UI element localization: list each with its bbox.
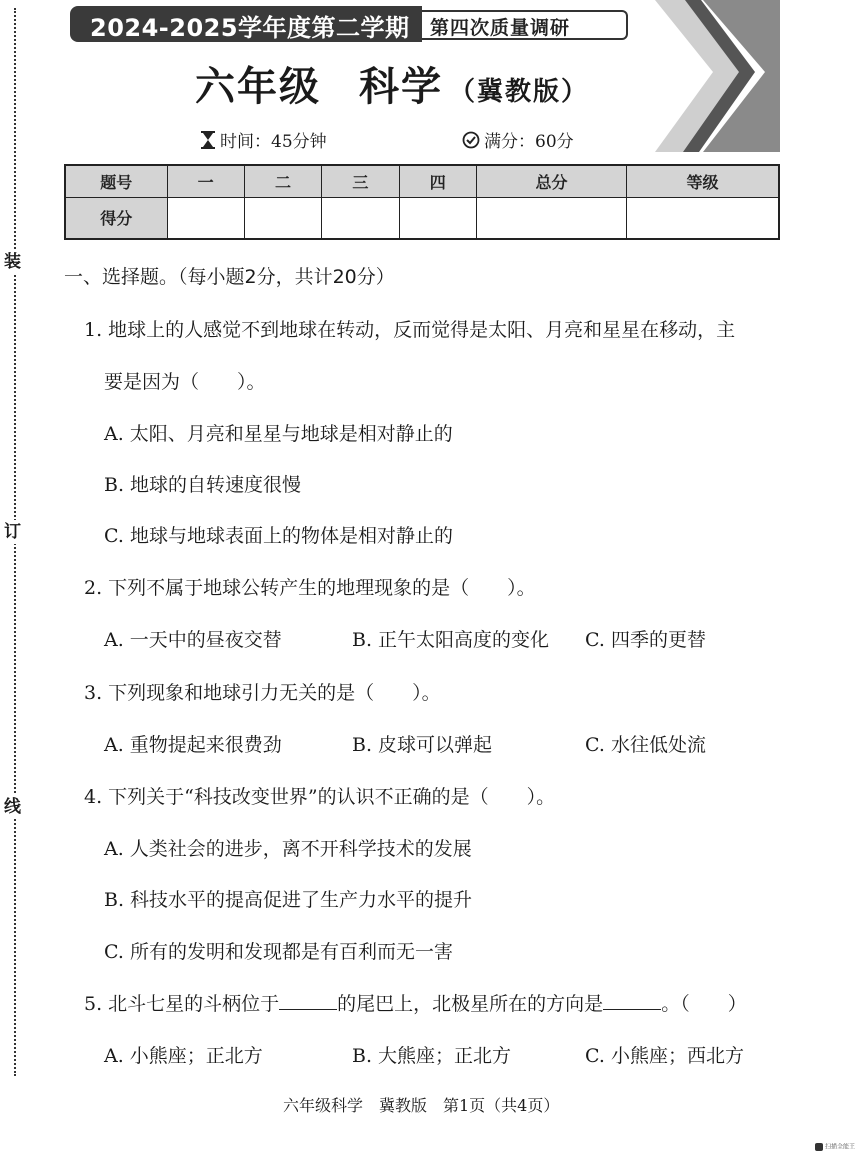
question-5-text-c: 。（ ） xyxy=(661,993,747,1015)
full-score-text: 满分：60分 xyxy=(484,132,574,152)
subject-label: 科学 xyxy=(359,64,443,110)
score-row-label: 得分 xyxy=(65,197,167,239)
score-cell[interactable] xyxy=(167,197,244,239)
question-1-option-b: B. 地球的自转速度很慢 xyxy=(104,474,302,496)
header-cell: 四 xyxy=(399,165,476,197)
grade-label: 六年级 xyxy=(195,64,321,110)
question-5-option-c: C. 小熊座；西北方 xyxy=(585,1045,744,1067)
question-1-line-2: 要是因为（ ）。 xyxy=(104,371,266,393)
question-2-line-1: 2. 下列不属于地球公转产生的地理现象的是（ ）。 xyxy=(84,577,536,599)
question-1-line-1: 1. 地球上的人感觉不到地球在转动，反而觉得是太阳、月亮和星星在移动，主 xyxy=(84,319,736,341)
scanner-logo-icon xyxy=(815,1143,823,1151)
header-cell: 等级 xyxy=(627,165,779,197)
header-cell: 一 xyxy=(167,165,244,197)
header-cell: 总分 xyxy=(476,165,626,197)
question-3-line-1: 3. 下列现象和地球引力无关的是（ ）。 xyxy=(84,682,441,704)
scanner-watermark xyxy=(815,1143,855,1159)
question-5-option-b: B. 大熊座；正北方 xyxy=(352,1045,512,1067)
score-cell[interactable] xyxy=(322,197,399,239)
binding-char-xian: 线 xyxy=(4,797,21,817)
exam-title xyxy=(195,55,589,112)
survey-title: 第四次质量调研 xyxy=(430,17,571,39)
question-5-option-a: A. 小熊座；正北方 xyxy=(104,1045,263,1067)
score-cell[interactable] xyxy=(627,197,779,239)
header-cell: 二 xyxy=(244,165,321,197)
question-5-text-b: 的尾巴上，北极星所在的方向是 xyxy=(337,993,604,1015)
exam-full-score xyxy=(462,127,574,152)
score-cell[interactable] xyxy=(476,197,626,239)
header-cell: 三 xyxy=(322,165,399,197)
section-title: 一、选择题。（每小题2分，共计20分） xyxy=(64,266,395,288)
question-5-line-1 xyxy=(84,989,747,1016)
answer-blank[interactable] xyxy=(603,991,661,1010)
exam-time xyxy=(200,127,327,152)
banner-dark-block xyxy=(70,6,422,42)
question-2-option-b: B. 正午太阳高度的变化 xyxy=(352,629,550,651)
score-cell[interactable] xyxy=(399,197,476,239)
question-5-text-a: 5. 北斗七星的斗柄位于 xyxy=(84,993,280,1015)
question-4-option-c: C. 所有的发明和发现都是有百利而无一害 xyxy=(104,941,453,963)
page-footer: 六年级科学 冀教版 第1页（共4页） xyxy=(283,1096,560,1115)
hourglass-icon xyxy=(200,131,216,149)
time-text: 时间：45分钟 xyxy=(220,132,327,152)
banner-light-block xyxy=(422,10,628,40)
header-banner xyxy=(70,6,630,42)
question-3-option-b: B. 皮球可以弹起 xyxy=(352,734,493,756)
score-table-header-row xyxy=(65,165,779,197)
watermark-text: 扫描全能王 xyxy=(825,1143,856,1151)
question-3-option-a: A. 重物提起来很费劲 xyxy=(104,734,282,756)
check-circle-icon xyxy=(462,131,480,149)
score-table-score-row xyxy=(65,197,779,239)
question-2-option-c: C. 四季的更替 xyxy=(585,629,706,651)
header-cell: 题号 xyxy=(65,165,167,197)
question-3-option-c: C. 水往低处流 xyxy=(585,734,706,756)
question-1-option-a: A. 太阳、月亮和星星与地球是相对静止的 xyxy=(104,423,453,445)
question-4-line-1: 4. 下列关于“科技改变世界”的认识不正确的是（ ）。 xyxy=(84,786,556,808)
question-4-option-a: A. 人类社会的进步，离不开科学技术的发展 xyxy=(104,838,472,860)
term-title: 2024-2025学年度第二学期 xyxy=(90,14,410,42)
score-table xyxy=(64,164,780,240)
corner-decoration xyxy=(655,0,780,152)
score-cell[interactable] xyxy=(244,197,321,239)
edition-label: （冀教版） xyxy=(449,77,590,107)
question-1-option-c: C. 地球与地球表面上的物体是相对静止的 xyxy=(104,525,453,547)
binding-char-zhuang: 装 xyxy=(4,252,21,272)
answer-blank[interactable] xyxy=(279,991,337,1010)
binding-char-ding: 订 xyxy=(4,522,21,542)
question-2-option-a: A. 一天中的昼夜交替 xyxy=(104,629,282,651)
question-4-option-b: B. 科技水平的提高促进了生产力水平的提升 xyxy=(104,889,473,911)
